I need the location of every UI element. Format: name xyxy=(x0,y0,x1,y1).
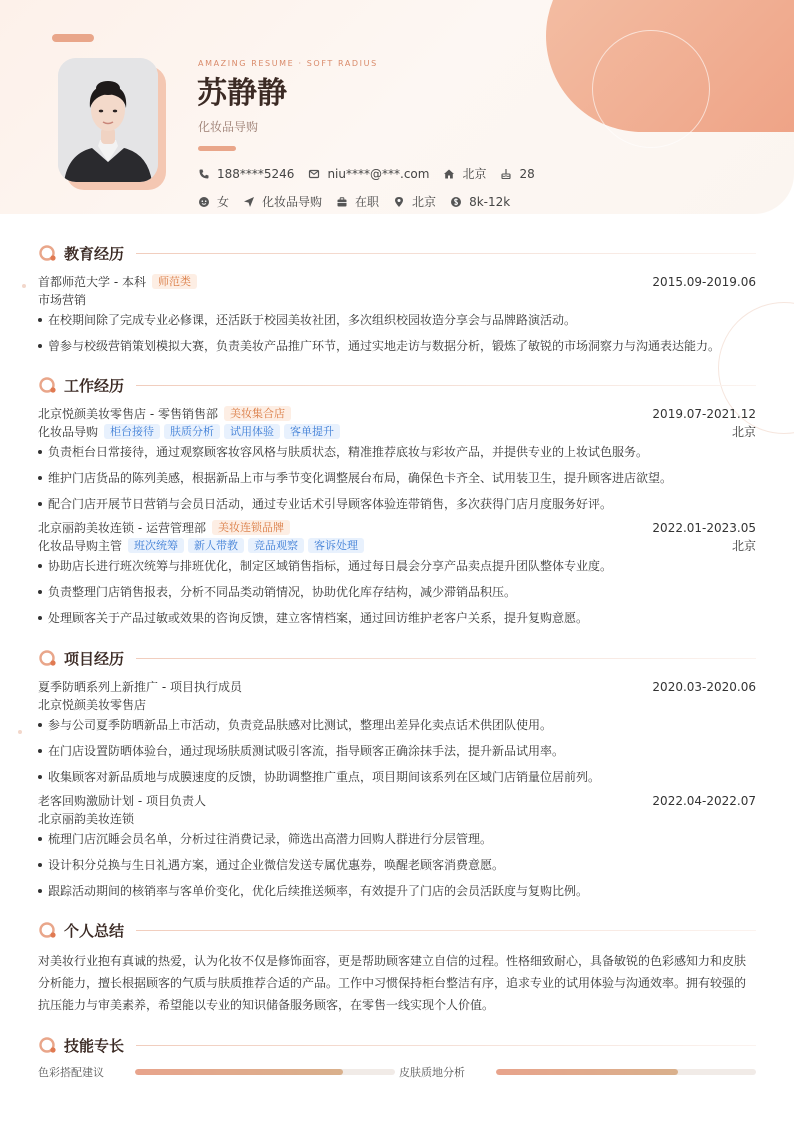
projects-section-header xyxy=(38,647,756,669)
job-intent-row xyxy=(198,193,524,210)
skill-tag: 客诉处理 xyxy=(308,538,364,553)
profile-photo xyxy=(58,58,158,182)
info-phone xyxy=(198,167,294,181)
resume-header xyxy=(0,0,794,214)
project-bullet: 参与公司夏季防晒新品上市活动，负责竞品肤感对比测试，整理出差异化卖点话术供团队使用。 xyxy=(38,716,756,734)
section-bubble-icon xyxy=(38,375,58,395)
portrait-illustration xyxy=(58,58,158,182)
skill-tag: 柜台接待 xyxy=(104,424,160,439)
skill-bar-track xyxy=(496,1069,756,1075)
skills-title: 技能专长 xyxy=(64,1036,125,1055)
home-city-text: 北京 xyxy=(462,167,487,181)
work-bullet: 处理顾客关于产品过敏或效果的咨询反馈，建立客情档案，通过回访维护老客户关系，提升复购意愿。 xyxy=(38,609,756,627)
decorative-pill xyxy=(52,34,94,42)
project-org: 北京悦颜美妆零售店 xyxy=(38,698,147,712)
contact-row xyxy=(198,165,549,182)
work-dates: 2022.01-2023.05 xyxy=(652,521,756,535)
project-bullet: 跟踪活动期间的核销率与客单价变化，优化后续推送频率，有效提升了门店的会员活跃度与复购比例。 xyxy=(38,882,756,900)
mail-icon xyxy=(308,168,320,180)
section-divider xyxy=(136,253,756,254)
email-text: niu****@***.com xyxy=(327,166,430,181)
info-home xyxy=(443,165,486,182)
skill-label: 色彩搭配建议 xyxy=(38,1066,104,1079)
project-dates: 2022.04-2022.07 xyxy=(652,794,756,808)
skill-bar-track xyxy=(135,1069,395,1075)
gender-icon xyxy=(198,196,210,208)
skill-tag: 肤质分析 xyxy=(164,424,220,439)
skills-section-header xyxy=(38,1034,756,1056)
section-divider xyxy=(136,930,756,931)
project-bullet: 设计积分兑换与生日礼遇方案，通过企业微信发送专属优惠券，唤醒老顾客消费意愿。 xyxy=(38,856,756,874)
school-name: 首都师范大学 - 本科 xyxy=(38,275,146,289)
work-section-header xyxy=(38,374,756,396)
skill-tag: 客单提升 xyxy=(284,424,340,439)
target-city-text: 北京 xyxy=(412,195,437,209)
work-dates: 2019.07-2021.12 xyxy=(652,407,756,421)
skill-tag: 新人带教 xyxy=(188,538,244,553)
candidate-name: 苏静静 xyxy=(197,76,287,111)
work-bullet: 负责柜台日常接待，通过观察顾客妆容风格与肤质状态，精准推荐底妆与彩妆产品，并提供专业的上妆试色服务。 xyxy=(38,443,756,461)
info-salary xyxy=(450,195,510,209)
education-title: 教育经历 xyxy=(64,244,125,263)
home-icon xyxy=(443,168,455,180)
project-org: 北京丽韵美妆连锁 xyxy=(38,812,135,826)
education-section-header xyxy=(38,242,756,264)
gender-text: 女 xyxy=(217,195,230,209)
section-bubble-icon xyxy=(38,648,58,668)
skill-bar-fill xyxy=(496,1069,678,1075)
project-name: 夏季防晒系列上新推广 - 项目执行成员 xyxy=(38,680,242,694)
section-divider xyxy=(136,658,756,659)
section-bubble-icon xyxy=(38,920,58,940)
project-bullet: 梳理门店沉睡会员名单，分析过往消费记录，筛选出高潜力回购人群进行分层管理。 xyxy=(38,830,756,848)
summary-title: 个人总结 xyxy=(64,921,125,940)
projects-title: 项目经历 xyxy=(64,649,125,668)
education-bullet: 在校期间除了完成专业必修课，还活跃于校园美妆社团，多次组织校园妆造分享会与品牌路演活动。 xyxy=(38,311,756,329)
skill-tag: 竞品观察 xyxy=(248,538,304,553)
summary-text: 对美妆行业抱有真诚的热爱，认为化妆不仅是修饰面容，更是帮助顾客建立自信的过程。性格细致耐心，具备敏锐的色彩感知力和皮肤分析能力，擅长根据顾客的气质与肤质推荐合适的产品。工作中习惯保持柜台整洁有序，追求专业的试用体验与沟通效率。拥有较强的抗压能力与审美素养，希望能以专业的知识储备服务顾客，在零售一线实现个人价值。 xyxy=(38,954,747,1012)
decorative-ring xyxy=(592,30,710,148)
candidate-role: 化妆品导购 xyxy=(198,120,259,134)
info-age xyxy=(500,167,534,181)
section-divider xyxy=(136,1045,756,1046)
resume-tagline: AMAZING RESUME · SOFT RADIUS xyxy=(198,59,378,68)
skill-tag: 试用体验 xyxy=(224,424,280,439)
work-bullet: 维护门店货品的陈列美感，根据新品上市与季节变化调整展台布局，确保色卡齐全、试用装卫生，提升顾客进店欲望。 xyxy=(38,469,756,487)
work-title: 工作经历 xyxy=(64,376,125,395)
cake-icon xyxy=(500,168,512,180)
position-name: 化妆品导购 xyxy=(38,425,99,439)
project-dates: 2020.03-2020.06 xyxy=(652,680,756,694)
position-name: 化妆品导购主管 xyxy=(38,539,123,553)
company-badge: 美妆集合店 xyxy=(224,406,291,421)
section-bubble-icon xyxy=(38,243,58,263)
project-name: 老客回购激励计划 - 项目负责人 xyxy=(38,794,206,808)
decorative-dot xyxy=(22,284,26,288)
info-email xyxy=(308,167,429,181)
briefcase-icon xyxy=(336,196,348,208)
phone-text: 188****5246 xyxy=(217,166,295,181)
age-text: 28 xyxy=(519,166,535,181)
name-underline xyxy=(198,146,236,151)
location-icon xyxy=(393,196,405,208)
send-icon xyxy=(243,196,255,208)
education-bullet: 曾参与校级营销策划模拟大赛，负责美妆产品推广环节，通过实地走访与数据分析，锻炼了敏锐的市场洞察力与沟通表达能力。 xyxy=(38,337,756,355)
company-name: 北京悦颜美妆零售店 - 零售销售部 xyxy=(38,407,218,421)
company-name: 北京丽韵美妆连锁 - 运营管理部 xyxy=(38,521,206,535)
decorative-dot xyxy=(18,730,22,734)
info-job-status xyxy=(336,193,379,210)
work-bullet: 协助店长进行班次统筹与排班优化，制定区域销售指标，通过每日晨会分享产品卖点提升团队整体专业度。 xyxy=(38,557,756,575)
skill-tag: 班次统筹 xyxy=(128,538,184,553)
section-bubble-icon xyxy=(38,1035,58,1055)
work-position-row xyxy=(38,423,756,441)
work-entry-header xyxy=(38,405,756,423)
work-entry-header xyxy=(38,519,756,537)
target-position-text: 化妆品导购 xyxy=(262,195,323,209)
info-target-position xyxy=(243,193,322,210)
project-bullet: 收集顾客对新品质地与成膜速度的反馈，协助调整推广重点，项目期间该系列在区域门店销量位居前列。 xyxy=(38,768,756,786)
education-major: 市场营销 xyxy=(38,293,87,307)
education-dates: 2015.09-2019.06 xyxy=(652,275,756,289)
info-target-city xyxy=(393,193,436,210)
salary-text: 8k-12k xyxy=(469,194,511,209)
education-entry-header xyxy=(38,273,756,291)
project-entry-header xyxy=(38,678,756,696)
school-badge: 师范类 xyxy=(152,274,197,289)
skill-label: 皮肤质地分析 xyxy=(399,1066,465,1079)
phone-icon xyxy=(198,168,210,180)
work-position-row xyxy=(38,537,756,555)
project-bullet: 在门店设置防晒体验台，通过现场肤质测试吸引客流，指导顾客正确涂抹手法，提升新品试用率。 xyxy=(38,742,756,760)
skill-bar-fill xyxy=(135,1069,343,1075)
work-city: 北京 xyxy=(731,425,756,439)
salary-icon xyxy=(450,196,462,208)
company-badge: 美妆连锁品牌 xyxy=(212,520,290,535)
work-city: 北京 xyxy=(731,539,756,553)
job-status-text: 在职 xyxy=(355,195,380,209)
work-bullet: 负责整理门店销售报表，分析不同品类动销情况，协助优化库存结构，减少滞销品积压。 xyxy=(38,583,756,601)
summary-section-header xyxy=(38,919,756,941)
work-bullet: 配合门店开展节日营销与会员日活动，通过专业话术引导顾客体验连带销售，多次获得门店月度服务好评。 xyxy=(38,495,756,513)
info-gender xyxy=(198,193,229,210)
section-divider xyxy=(136,385,756,386)
project-entry-header xyxy=(38,792,756,810)
